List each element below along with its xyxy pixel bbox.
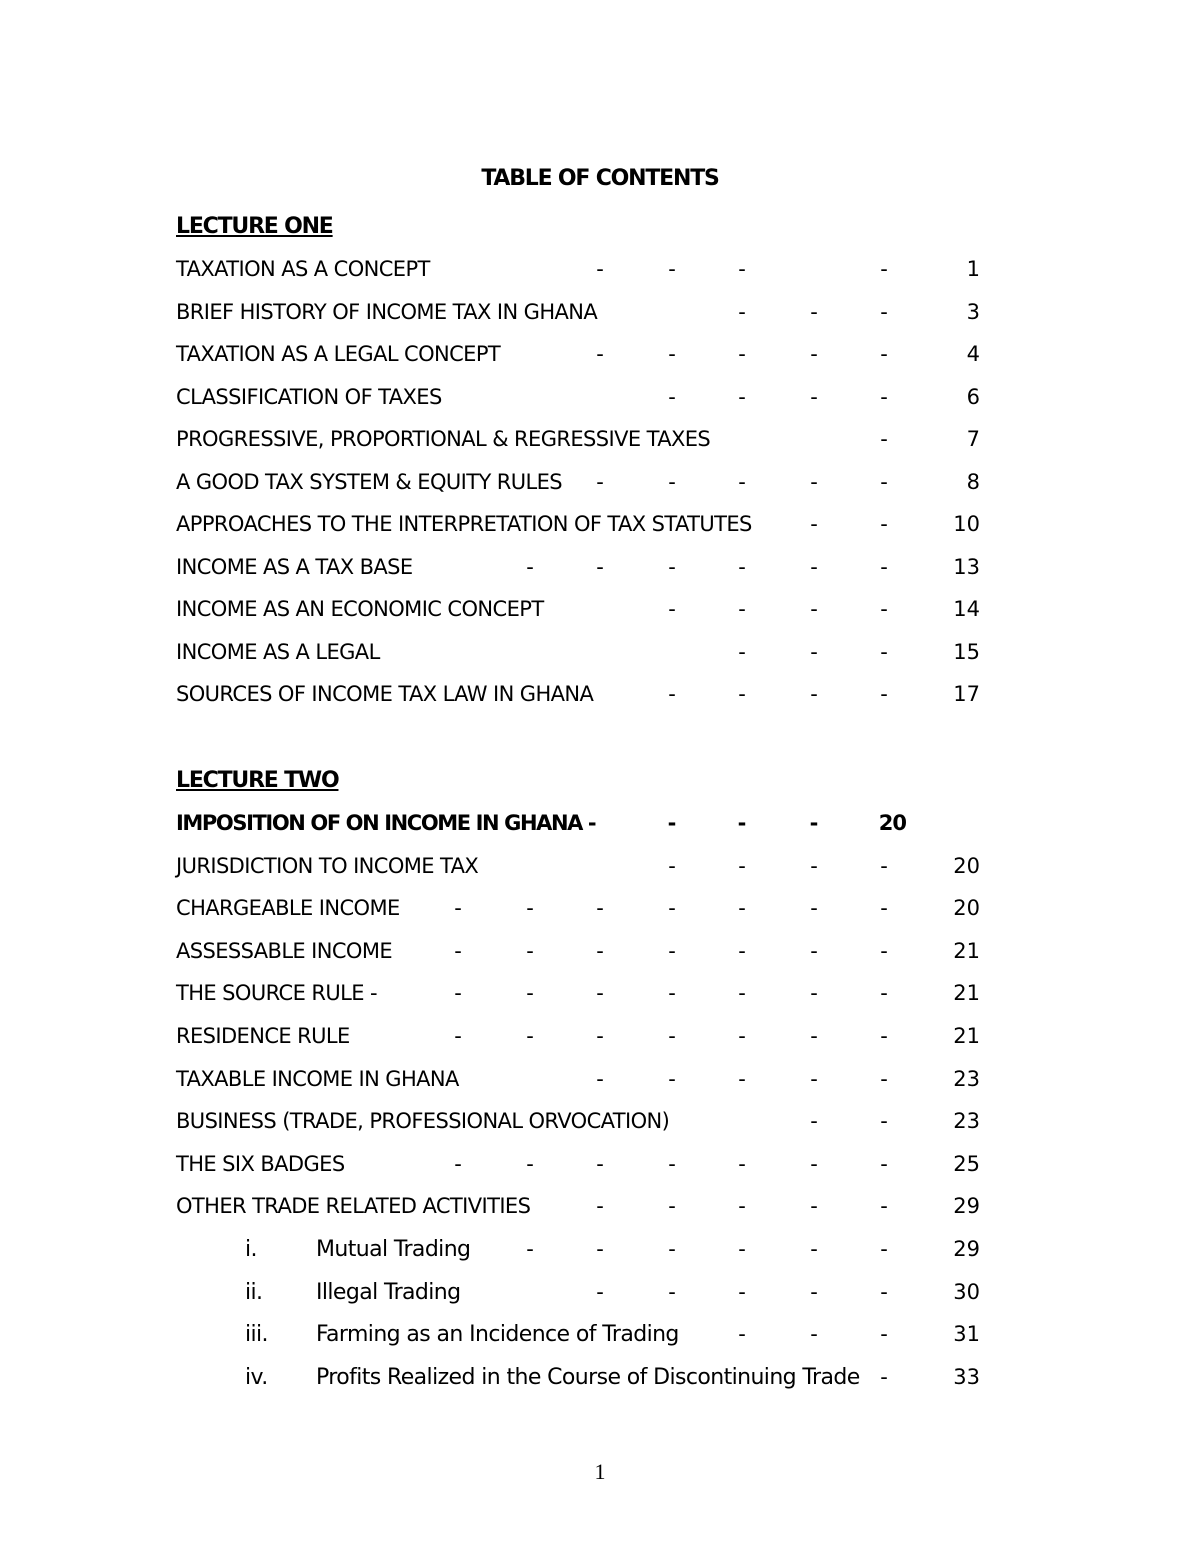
leader-dash: - — [596, 342, 604, 366]
leader-dash: - — [738, 299, 746, 324]
leader-dash: - — [454, 981, 462, 1006]
toc-entry-title: INCOME AS A TAX BASE — [176, 554, 413, 579]
leader-dash: - — [738, 938, 746, 963]
toc-entry — [0, 1322, 1200, 1352]
page-title: TABLE OF CONTENTS — [481, 166, 719, 191]
leader-dash: - — [668, 896, 676, 921]
leader-dash: - — [454, 896, 462, 921]
leader-dash: - — [596, 1279, 604, 1304]
leader-dash: - — [880, 342, 888, 366]
leader-dash: - — [668, 1194, 676, 1219]
toc-entry-page: 20 — [953, 896, 980, 921]
leader-dash: - — [454, 938, 462, 963]
lecture-heading: LECTURE TWO — [176, 768, 339, 793]
leader-dash: - — [810, 512, 818, 536]
leader-dash: - — [880, 1279, 888, 1304]
toc-entry-page: 17 — [953, 682, 980, 706]
leader-dash: - — [880, 896, 888, 921]
leader-dash: - — [810, 1322, 818, 1347]
leader-dash: - — [668, 257, 676, 281]
leader-dash: - — [880, 469, 888, 494]
toc-entry-page: 33 — [953, 1364, 980, 1389]
toc-entry-title: INCOME AS AN ECONOMIC CONCEPT — [176, 597, 544, 621]
toc-entry-page: 15 — [953, 639, 980, 664]
toc-entry-page: 1 — [966, 257, 980, 281]
leader-dash: - — [809, 811, 819, 835]
leader-dash: - — [880, 682, 888, 706]
leader-dash: - — [668, 1237, 676, 1261]
leader-dash: - — [596, 896, 604, 921]
leader-dash: - — [738, 597, 746, 621]
leader-dash: - — [668, 342, 676, 366]
toc-entry-page: 31 — [953, 1322, 980, 1347]
toc-entry-page: 3 — [966, 299, 980, 324]
leader-dash: - — [880, 257, 888, 281]
leader-dash: - — [880, 981, 888, 1006]
toc-entry-page: 29 — [953, 1194, 980, 1219]
toc-entry-title: PROGRESSIVE, PROPORTIONAL & REGRESSIVE TAXES — [176, 427, 711, 451]
leader-dash: - — [454, 1151, 462, 1176]
leader-dash: - — [880, 554, 888, 579]
toc-entry-page: 13 — [953, 554, 980, 579]
toc-entry-title: BUSINESS (TRADE, PROFESSIONAL ORVOCATION) — [176, 1109, 670, 1134]
toc-entry-title: TAXATION AS A CONCEPT — [176, 257, 430, 281]
leader-dash: - — [738, 1194, 746, 1219]
leader-dash: - — [880, 1109, 888, 1134]
leader-dash: - — [526, 938, 534, 963]
toc-entry — [0, 682, 1200, 712]
leader-dash: - — [880, 938, 888, 963]
leader-dash: - — [596, 257, 604, 281]
leader-dash: - — [810, 1279, 818, 1304]
lecture-heading: LECTURE ONE — [176, 214, 333, 239]
toc-entry — [0, 512, 1200, 542]
toc-entry-number: iii. — [245, 1322, 268, 1348]
leader-dash: - — [668, 1024, 676, 1048]
toc-entry — [0, 1194, 1200, 1224]
leader-dash: - — [738, 1279, 746, 1304]
leader-dash: - — [454, 1024, 462, 1048]
toc-entry-title: OTHER TRADE RELATED ACTIVITIES — [176, 1194, 531, 1219]
leader-dash: - — [526, 1237, 534, 1261]
leader-dash: - — [738, 981, 746, 1006]
toc-entry-page: 8 — [966, 469, 980, 494]
leader-dash: - — [810, 384, 818, 409]
leader-dash: - — [738, 1066, 746, 1091]
leader-dash: - — [880, 639, 888, 664]
toc-entry-page: 20 — [878, 811, 906, 835]
toc-entry-page: 6 — [966, 384, 980, 409]
leader-dash: - — [668, 981, 676, 1006]
leader-dash: - — [810, 299, 818, 324]
toc-entry — [0, 1109, 1200, 1139]
toc-entry-title: TAXABLE INCOME IN GHANA — [176, 1066, 459, 1091]
toc-entry-title: CHARGEABLE INCOME — [176, 896, 400, 921]
toc-entry-number: ii. — [245, 1279, 263, 1305]
leader-dash: - — [667, 811, 677, 835]
toc-entry — [0, 640, 1200, 670]
leader-dash: - — [880, 512, 888, 536]
toc-entry-page: 20 — [953, 853, 980, 878]
toc-entry-page: 7 — [966, 427, 980, 451]
leader-dash: - — [810, 1024, 818, 1048]
toc-entry-title: BRIEF HISTORY OF INCOME TAX IN GHANA — [176, 299, 598, 324]
leader-dash: - — [738, 1322, 746, 1347]
leader-dash: - — [880, 597, 888, 621]
leader-dash: - — [738, 384, 746, 409]
leader-dash: - — [810, 597, 818, 621]
toc-entry — [0, 385, 1200, 415]
toc-entry — [0, 811, 1200, 841]
leader-dash: - — [810, 981, 818, 1006]
leader-dash: - — [737, 811, 747, 835]
leader-dash: - — [596, 1237, 604, 1261]
toc-entry-title: Profits Realized in the Course of Discontinuing Trade — [316, 1364, 860, 1390]
toc-entry — [0, 939, 1200, 969]
toc-entry-page: 21 — [953, 981, 980, 1006]
leader-dash: - — [880, 384, 888, 409]
toc-entry-title: CLASSIFICATION OF TAXES — [176, 384, 442, 409]
toc-entry — [0, 427, 1200, 457]
toc-entry — [0, 555, 1200, 585]
toc-entry — [0, 1024, 1200, 1054]
toc-entry-page: 23 — [953, 1066, 980, 1091]
toc-entry-title: RESIDENCE RULE — [176, 1024, 350, 1048]
leader-dash: - — [810, 896, 818, 921]
toc-entry-title: JURISDICTION TO INCOME TAX — [176, 853, 479, 878]
leader-dash: - — [810, 1066, 818, 1091]
toc-entry-title: ASSESSABLE INCOME — [176, 938, 393, 963]
leader-dash: - — [596, 554, 604, 579]
leader-dash: - — [668, 1151, 676, 1176]
leader-dash: - — [810, 469, 818, 494]
toc-entry-page: 21 — [953, 938, 980, 963]
leader-dash: - — [738, 853, 746, 878]
leader-dash: - — [810, 853, 818, 878]
toc-entry — [0, 342, 1200, 372]
leader-dash: - — [668, 384, 676, 409]
leader-dash: - — [668, 682, 676, 706]
toc-entry-title: Mutual Trading — [316, 1237, 471, 1262]
toc-entry-title: IMPOSITION OF ON INCOME IN GHANA - — [176, 811, 596, 835]
toc-entry-page: 10 — [953, 512, 980, 536]
leader-dash: - — [810, 1237, 818, 1261]
leader-dash: - — [738, 1151, 746, 1176]
toc-entry-number: i. — [245, 1237, 257, 1262]
leader-dash: - — [810, 639, 818, 664]
leader-dash: - — [738, 554, 746, 579]
leader-dash: - — [880, 1364, 888, 1389]
toc-entry-page: 14 — [953, 597, 980, 621]
leader-dash: - — [738, 257, 746, 281]
leader-dash: - — [810, 342, 818, 366]
toc-entry — [0, 896, 1200, 926]
toc-entry — [0, 257, 1200, 287]
leader-dash: - — [668, 853, 676, 878]
leader-dash: - — [738, 1024, 746, 1048]
leader-dash: - — [738, 682, 746, 706]
leader-dash: - — [880, 1024, 888, 1048]
leader-dash: - — [810, 554, 818, 579]
leader-dash: - — [596, 1066, 604, 1091]
toc-entry — [0, 1152, 1200, 1182]
leader-dash: - — [880, 1151, 888, 1176]
page-number-footer: 1 — [594, 1459, 606, 1484]
toc-entry-title: INCOME AS A LEGAL — [176, 639, 380, 664]
leader-dash: - — [880, 1237, 888, 1261]
leader-dash: - — [810, 1194, 818, 1219]
leader-dash: - — [526, 554, 534, 579]
leader-dash: - — [668, 1279, 676, 1304]
leader-dash: - — [526, 1024, 534, 1048]
toc-entry-page: 29 — [953, 1237, 980, 1261]
leader-dash: - — [880, 853, 888, 878]
leader-dash: - — [668, 554, 676, 579]
toc-entry-page: 23 — [953, 1109, 980, 1134]
toc-entry — [0, 854, 1200, 884]
toc-entry-page: 25 — [953, 1151, 980, 1176]
leader-dash: - — [596, 469, 604, 494]
leader-dash: - — [668, 469, 676, 494]
toc-entry-title: THE SOURCE RULE - — [176, 981, 377, 1006]
leader-dash: - — [668, 1066, 676, 1091]
toc-entry-page: 4 — [966, 342, 980, 366]
toc-entry — [0, 470, 1200, 500]
leader-dash: - — [810, 1109, 818, 1134]
toc-entry — [0, 1280, 1200, 1310]
toc-entry-number: iv. — [245, 1364, 268, 1390]
toc-entry-title: APPROACHES TO THE INTERPRETATION OF TAX STATUTES — [176, 512, 752, 536]
leader-dash: - — [880, 299, 888, 324]
leader-dash: - — [596, 1151, 604, 1176]
leader-dash: - — [880, 1066, 888, 1091]
leader-dash: - — [738, 1237, 746, 1261]
leader-dash: - — [596, 981, 604, 1006]
toc-entry-title: THE SIX BADGES — [176, 1151, 345, 1176]
leader-dash: - — [738, 639, 746, 664]
leader-dash: - — [880, 1194, 888, 1219]
leader-dash: - — [526, 981, 534, 1006]
leader-dash: - — [738, 469, 746, 494]
leader-dash: - — [880, 427, 888, 451]
leader-dash: - — [596, 1194, 604, 1219]
leader-dash: - — [810, 938, 818, 963]
leader-dash: - — [880, 1322, 888, 1347]
toc-entry-page: 30 — [953, 1279, 980, 1304]
leader-dash: - — [810, 682, 818, 706]
leader-dash: - — [738, 896, 746, 921]
toc-entry-title: A GOOD TAX SYSTEM & EQUITY RULES — [176, 469, 563, 494]
leader-dash: - — [810, 1151, 818, 1176]
leader-dash: - — [596, 1024, 604, 1048]
leader-dash: - — [668, 597, 676, 621]
toc-entry — [0, 1067, 1200, 1097]
toc-entry-page: 21 — [953, 1024, 980, 1048]
toc-entry — [0, 300, 1200, 330]
leader-dash: - — [738, 342, 746, 366]
leader-dash: - — [668, 938, 676, 963]
toc-entry-title: Farming as an Incidence of Trading — [316, 1322, 679, 1348]
leader-dash: - — [526, 1151, 534, 1176]
toc-entry-title: TAXATION AS A LEGAL CONCEPT — [176, 342, 501, 366]
toc-entry — [0, 1237, 1200, 1267]
toc-entry — [0, 597, 1200, 627]
toc-entry — [0, 1365, 1200, 1395]
leader-dash: - — [526, 896, 534, 921]
leader-dash: - — [596, 938, 604, 963]
toc-entry-title: SOURCES OF INCOME TAX LAW IN GHANA — [176, 682, 594, 706]
toc-entry-title: Illegal Trading — [316, 1279, 461, 1305]
toc-entry — [0, 981, 1200, 1011]
